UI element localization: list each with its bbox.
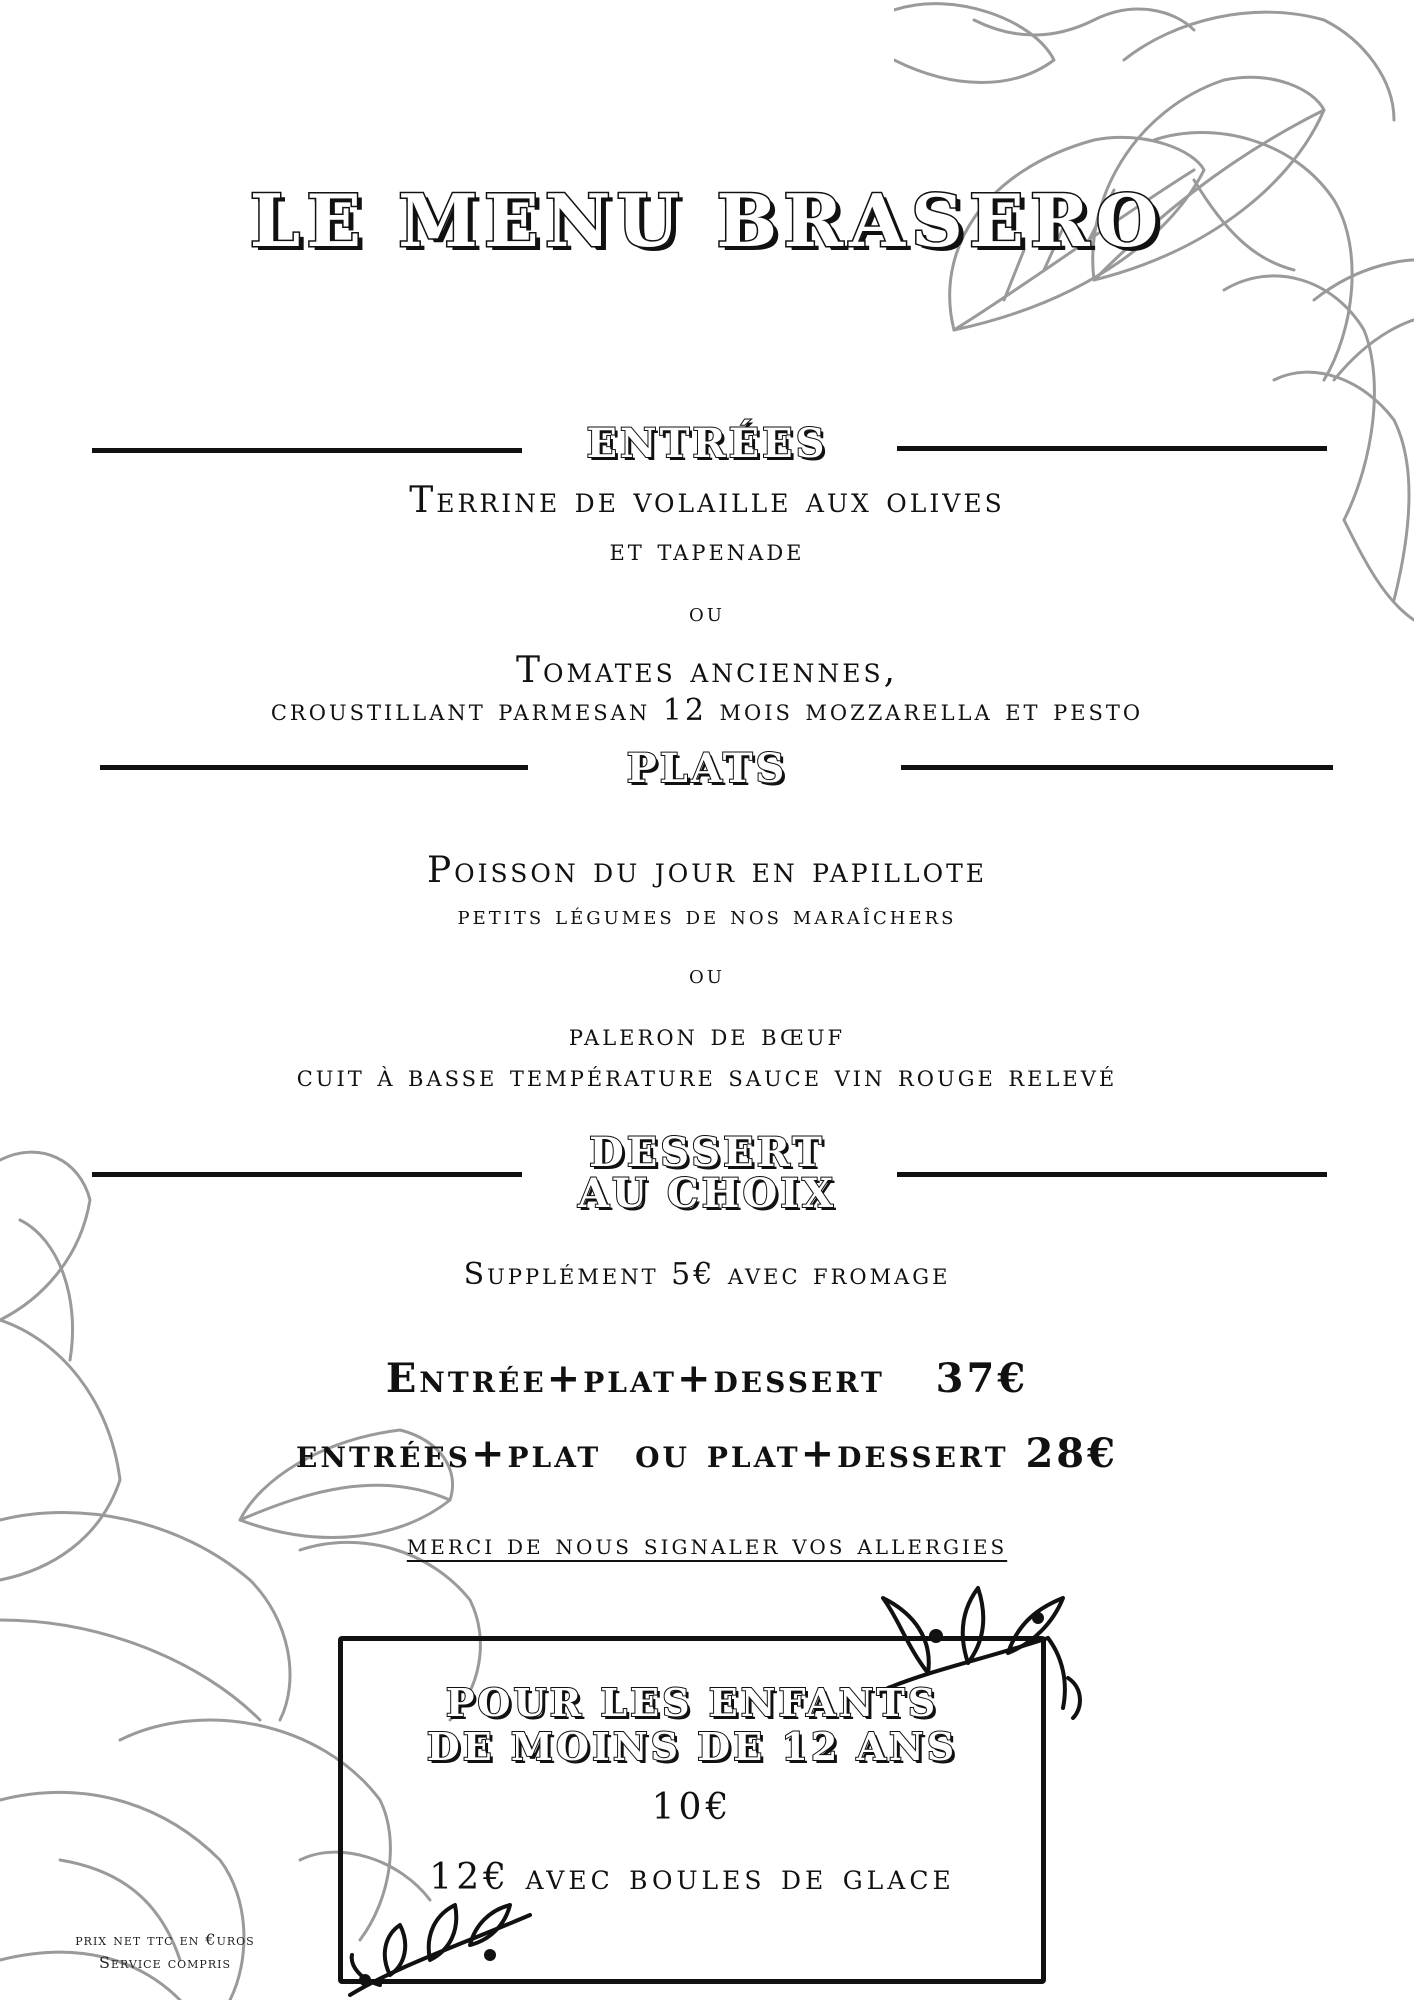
formula-full-price: Entrée+plat+dessert 37€ [385, 1355, 1029, 1402]
section-heading-dessert-line-2: AU CHOIX [577, 1170, 837, 1217]
menu-title: LE MENU BRASERO [249, 178, 1165, 263]
kids-ice-cream-option: 12€ avec boules de glace [429, 1857, 955, 1898]
entree-option-1-line-2: et tapenade [609, 533, 805, 568]
formula-two-course-price: entrées+plat ou plat+dessert 28€ [296, 1430, 1118, 1477]
kids-price: 10€ [651, 1787, 733, 1828]
section-heading-entrees: ENTRÉES [586, 420, 828, 467]
entree-option-1-line-1: Terrine de volaille aux olives [409, 480, 1005, 521]
entree-option-2-line-2: croustillant parmesan 12 mois mozzarella et pesto [270, 693, 1144, 728]
entree-option-2-line-1: Tomates anciennes, [515, 650, 899, 691]
footer-prices-note: prix net ttc en €uros [75, 1930, 255, 1949]
entree-or-separator: ou [689, 598, 725, 627]
plat-option-1-line-2: petits légumes de nos maraîchers [457, 901, 957, 930]
plat-option-1-line-1: Poisson du jour en papillote [426, 850, 988, 891]
plat-option-2-line-1: paleron de bœuf [568, 1018, 846, 1053]
section-heading-dessert-line-1: DESSERT [589, 1129, 825, 1176]
plat-option-2-line-2: cuit à basse température sauce vin rouge relevé [296, 1059, 1118, 1094]
kids-heading-line-1: POUR LES ENFANTS [445, 1680, 939, 1725]
footer-service-note: Service compris [99, 1953, 231, 1972]
plat-or-separator: ou [689, 960, 725, 989]
allergies-note: merci de nous signaler vos allergies [406, 1528, 1008, 1561]
kids-heading-line-2: DE MOINS DE 12 ANS [426, 1724, 958, 1769]
section-heading-plats: PLATS [626, 745, 788, 792]
dessert-supplement: Supplément 5€ avec fromage [463, 1257, 951, 1292]
